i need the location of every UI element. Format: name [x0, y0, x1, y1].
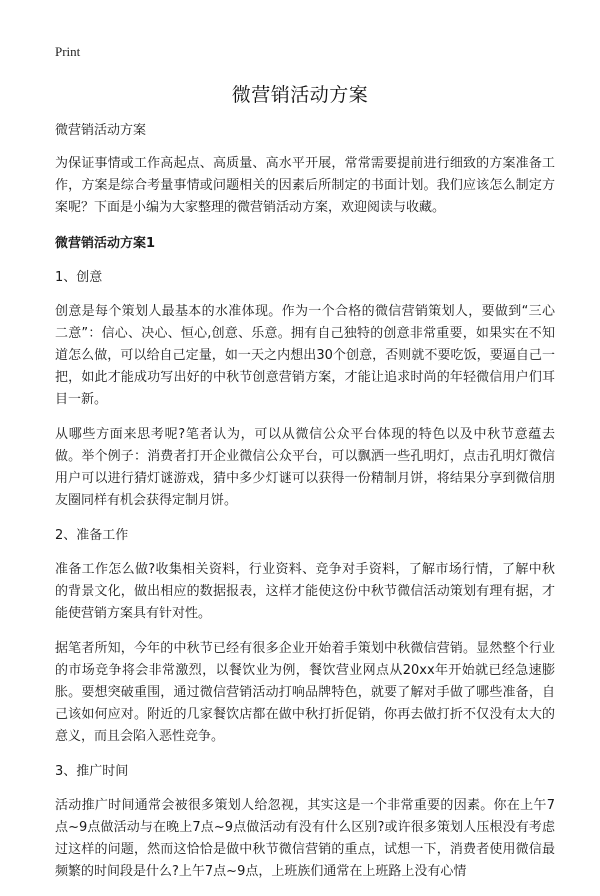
section-heading-preparation: 2、准备工作 — [55, 528, 129, 543]
section-heading-promotion-time: 3、推广时间 — [55, 764, 129, 779]
paragraph: 创意是每个策划人最基本的水准体现。作为一个合格的微信营销策划人，要做到“三心二意”：信心、决心、恒心,创意、乐意。拥有自己独特的创意非常重要，如果实在不知道怎么做，可以给自己定量，如一天之内想出30个创意，否则就不要吃饭，要逼自己一把，如此才能成功写出好的中秋节创意营销方案，才能让追求时尚的年轻微信用户们耳目一新。 — [55, 304, 555, 407]
paragraph: 从哪些方面来思考呢?笔者认为，可以从微信公众平台体现的特色以及中秋节意蕴去做。举个例子：消费者打开企业微信公众平台，可以飘洒一些孔明灯，点击孔明灯微信用户可以进行猜灯谜游戏，猜中多少灯谜可以获得一份精制月饼，将结果分享到微信朋友圈同样有机会获得定制月饼。 — [55, 427, 555, 508]
intro-paragraph: 为保证事情或工作高起点、高质量、高水平开展，常常需要提前进行细致的方案准备工作，方案是综合考量事情或问题相关的因素后所制定的书面计划。我们应该怎么制定方案呢？下面是小编为大家整理的微营销活动方案，欢迎阅读与收藏。 — [55, 156, 555, 215]
paragraph: 准备工作怎么做?收集相关资料，行业资料、竞争对手资料，了解市场行情，了解中秋的背景文化，做出相应的数据报表，这样才能使这份中秋节微信活动策划有理有据，才能使营销方案具有针对性。 — [55, 562, 555, 621]
print-link[interactable]: Print — [55, 44, 81, 59]
article-body — [55, 120, 555, 896]
paragraph: 据笔者所知，今年的中秋节已经有很多企业开始着手策划中秋微信营销。显然整个行业的市场竞争将会非常激烈，以餐饮业为例，餐饮营业网点从20xx年开始就已经急速膨胀。要想突破重围，通过微信营销活动打响品牌特色，就要了解对手做了哪些准备，自己该如何应对。附近的几家餐饮店都在做中秋打折促销，你再去做打折不仅没有太大的意义，而且会陷入恶性竞争。 — [55, 641, 555, 744]
paragraph: 活动推广时间通常会被很多策划人给忽视，其实这是一个非常重要的因素。你在上午7点~9点做活动与在晚上7点~9点做活动有没有什么区别?或许很多策划人压根没有考虑过这样的问题，然而这恰恰是做中秋节微信营销的重点，试想一下，消费者使用微信最频繁的时间段是什么?上午7点~9点，上班族们通常在上班路上没有心情 — [55, 798, 555, 879]
page-title: 微营销活动方案 — [231, 84, 369, 106]
article-subtitle: 微营销活动方案 — [55, 123, 147, 138]
section-heading-creativity: 1、创意 — [55, 270, 103, 285]
section-title: 微营销活动方案1 — [55, 236, 156, 251]
